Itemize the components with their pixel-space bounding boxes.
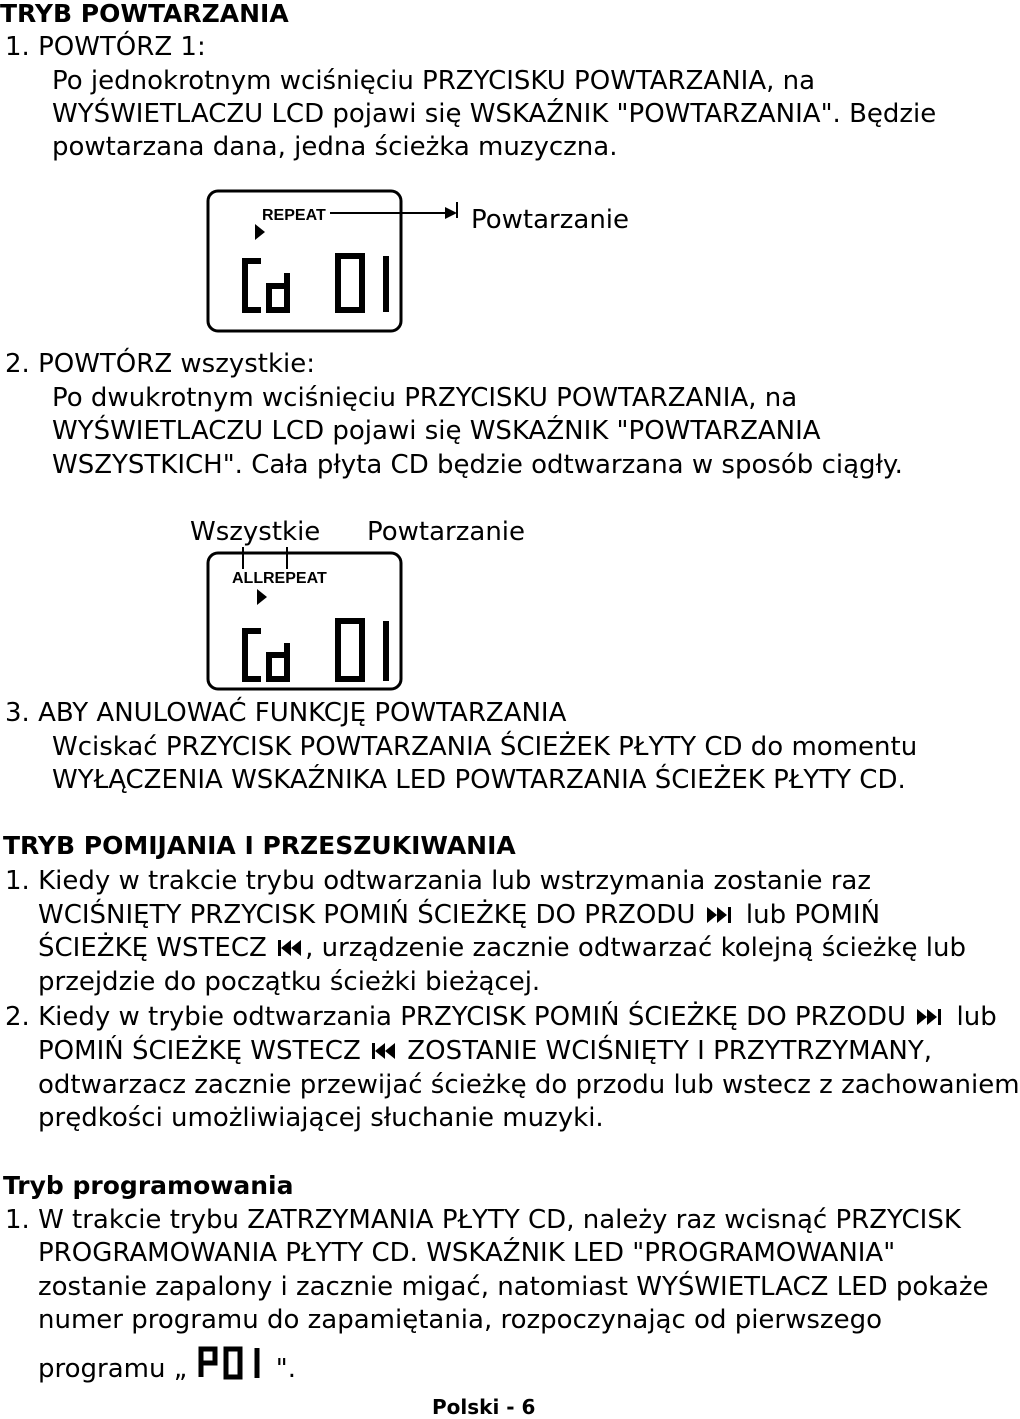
lcd-display-repeat bbox=[205, 188, 465, 342]
paragraph-line: odtwarzacz zacznie przewijać ścieżkę do przodu lub wstecz z zachowaniem bbox=[38, 1070, 1020, 1100]
skip-backward-icon bbox=[369, 1037, 399, 1071]
item-title-cancel-repeat: 3. ABY ANULOWAĆ FUNKCJĘ POWTARZANIA bbox=[5, 698, 567, 728]
paragraph-line: powtarzana dana, jedna ścieżka muzyczna. bbox=[52, 132, 618, 162]
text-span: lub bbox=[948, 1002, 997, 1032]
paragraph-line: Po dwukrotnym wciśnięciu PRZYCISKU POWTARZANIA, na bbox=[52, 383, 798, 413]
paragraph-line: numer programu do zapamiętania, rozpoczynając od pierwszego bbox=[38, 1305, 882, 1335]
callout-arrow-icon bbox=[445, 207, 457, 219]
section-heading-repeat: TRYB POWTARZANIA bbox=[0, 0, 289, 28]
paragraph-line bbox=[38, 898, 880, 935]
paragraph-line bbox=[38, 1034, 932, 1071]
paragraph-line: prędkości umożliwiającej słuchanie muzyki. bbox=[38, 1103, 604, 1133]
paragraph-line: WYŁĄCZENIA WSKAŹNIKA LED POWTARZANIA ŚCIEŻEK PŁYTY CD. bbox=[52, 765, 906, 795]
paragraph-line: 1. Kiedy w trakcie trybu odtwarzania lub wstrzymania zostanie raz bbox=[5, 866, 871, 896]
text-span: , urządzenie zacznie odtwarzać kolejną ścieżkę lub bbox=[305, 933, 966, 963]
paragraph-line: WSZYSTKICH". Cała płyta CD będzie odtwarzana w sposób ciągły. bbox=[52, 450, 903, 480]
paragraph-line bbox=[5, 1000, 997, 1037]
section-heading-programming: Tryb programowania bbox=[3, 1171, 294, 1200]
paragraph-line: Po jednokrotnym wciśnięciu PRZYCISKU POWTARZANIA, na bbox=[52, 66, 816, 96]
paragraph-line: przejdzie do początku ścieżki bieżącej. bbox=[38, 967, 541, 997]
lcd-digits bbox=[245, 256, 386, 312]
skip-forward-icon bbox=[704, 901, 738, 935]
item-title-repeat-one: 1. POWTÓRZ 1: bbox=[5, 32, 206, 62]
text-span: ZOSTANIE WCIŚNIĘTY I PRZYTRZYMANY, bbox=[399, 1036, 932, 1066]
lcd-program-code-icon bbox=[195, 1345, 267, 1388]
paragraph-line: Wciskać PRZYCISK POWTARZANIA ŚCIEŻEK PŁYTY CD do momentu bbox=[52, 732, 918, 762]
callout-repeat-label: Powtarzanie bbox=[367, 517, 526, 547]
skip-forward-icon bbox=[914, 1003, 948, 1037]
page-footer: Polski - 6 bbox=[432, 1395, 536, 1419]
callout-all-label: Wszystkie bbox=[190, 517, 321, 547]
text-span: POMIŃ ŚCIEŻKĘ WSTECZ bbox=[38, 1036, 370, 1066]
skip-backward-icon bbox=[275, 934, 305, 968]
paragraph-line: PROGRAMOWANIA PŁYTY CD. WSKAŹNIK LED "PROGRAMOWANIA" bbox=[38, 1238, 896, 1268]
callout-repeat-label: Powtarzanie bbox=[471, 205, 630, 235]
text-span: 2. Kiedy w trybie odtwarzania PRZYCISK POMIŃ ŚCIEŻKĘ DO PRZODU bbox=[5, 1002, 906, 1032]
text-span: ŚCIEŻKĘ WSTECZ bbox=[38, 933, 276, 963]
paragraph-line: WYŚWIETLACZU LCD pojawi się WSKAŹNIK "POWTARZANIA bbox=[52, 416, 821, 446]
text-span: programu „ bbox=[38, 1354, 188, 1384]
paragraph-line: zostanie zapalony i zacznie migać, natomiast WYŚWIETLACZ LED pokaże bbox=[38, 1272, 989, 1302]
play-indicator-icon bbox=[255, 224, 265, 240]
lcd-repeat-indicator: REPEAT bbox=[263, 570, 327, 587]
paragraph-line bbox=[38, 1345, 296, 1388]
paragraph-line bbox=[38, 931, 966, 968]
paragraph-line: 1. W trakcie trybu ZATRZYMANIA PŁYTY CD, należy raz wcisnąć PRZYCISK bbox=[5, 1205, 961, 1235]
item-title-repeat-all: 2. POWTÓRZ wszystkie: bbox=[5, 349, 316, 379]
text-span: lub POMIŃ bbox=[737, 900, 881, 930]
paragraph-line: WYŚWIETLACZU LCD pojawi się WSKAŹNIK "POWTARZANIA". Będzie bbox=[52, 99, 937, 129]
lcd-program-code bbox=[195, 1345, 267, 1379]
lcd-repeat-indicator: REPEAT bbox=[262, 207, 326, 224]
text-span: WCIŚNIĘTY PRZYCISK POMIŃ ŚCIEŻKĘ DO PRZODU bbox=[38, 900, 696, 930]
play-indicator-icon bbox=[257, 589, 267, 605]
lcd-all-indicator: ALL bbox=[232, 570, 264, 587]
text-span: ". bbox=[267, 1354, 296, 1384]
section-heading-skip-search: TRYB POMIJANIA I PRZESZUKIWANIA bbox=[3, 831, 516, 860]
lcd-display-repeat-all bbox=[205, 545, 405, 699]
lcd-digits bbox=[245, 621, 386, 681]
